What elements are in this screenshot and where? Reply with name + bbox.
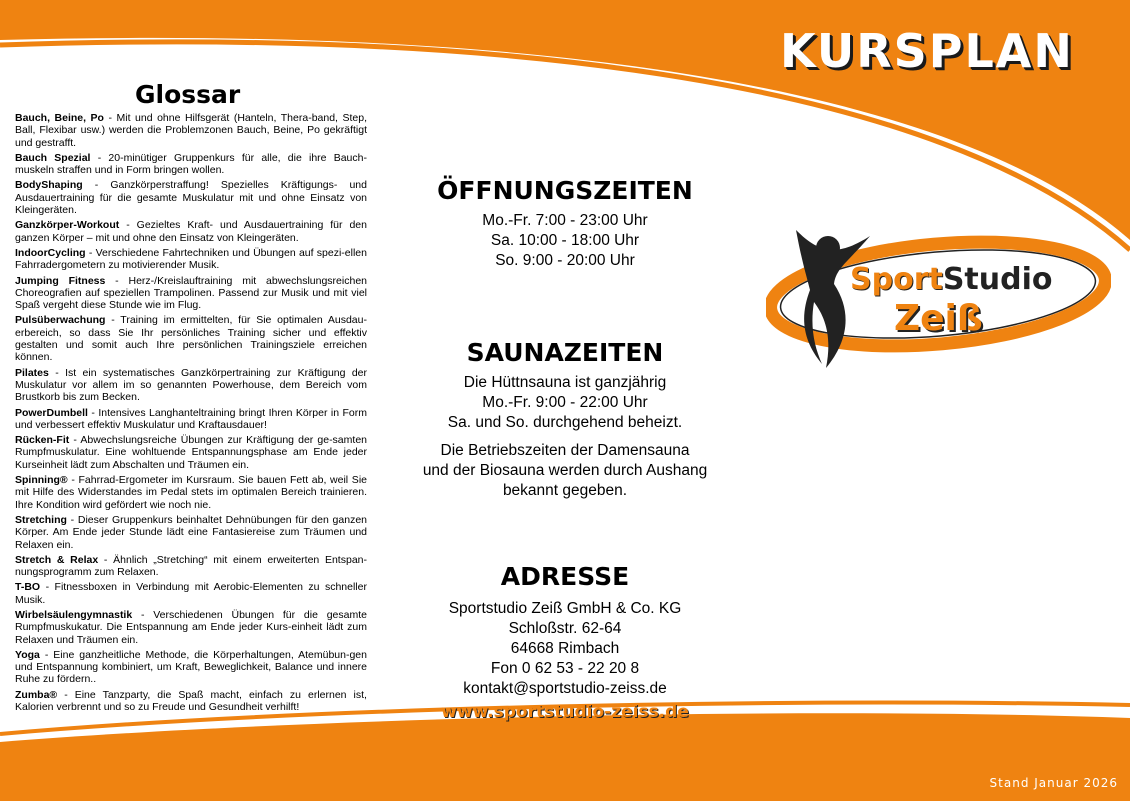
- page-title: KURSPLAN: [780, 24, 1074, 78]
- glossar-item: Bauch, Beine, Po - Mit und ohne Hilfsgerät (Hanteln, Thera-band, Step, Ball, Flexibar usw.) werden die Problemzonen Bauch, Beine, Po gekräftigt und gestrafft.: [15, 112, 367, 149]
- glossar-item: Pilates - Ist ein systematisches Ganzkörpertraining zur Kräftigung der Muskulatur vor allem im so genannten Powerhouse, dem Bereich vom Brustkorb bis zum Becken.: [15, 366, 367, 404]
- logo-studio-text: Studio: [942, 262, 1053, 297]
- address-street: Schloßstr. 62-64: [508, 620, 622, 637]
- sauna-title: SAUNAZEITEN: [466, 338, 664, 367]
- glossar-item: Zumba® - Eine Tanzparty, die Spaß macht, einfach zu erlernen ist, Kalorien verbrennt und so zu Freude und Gesundheit verhilft!: [15, 688, 367, 714]
- glossar-term: Wirbelsäulengymnastik: [15, 608, 133, 621]
- sauna-line: Mo.-Fr. 9:00 - 22:00 Uhr: [482, 394, 648, 411]
- glossar-description: Mit und ohne Hilfsgerät (Hanteln, Thera-band, Step, Ball, Flexibar usw.) werden die Problemzonen Bauch, Beine, Po gekräftigt und gestrafft.: [15, 112, 367, 149]
- glossar-description: Ähnlich „Stretching“ mit einem erweiterten Entspan-nungsprogramm zum Relaxen.: [15, 553, 367, 579]
- glossar-term: Yoga: [15, 648, 40, 661]
- logo-sport-text: Sport: [850, 262, 943, 297]
- glossar-term: Ganzkörper-Workout: [15, 219, 120, 232]
- sauna-line: Sa. und So. durchgehend beheizt.: [447, 414, 683, 431]
- logo-wordmark-sportstudio: [850, 262, 1053, 297]
- glossar-term: Spinning®: [15, 474, 68, 487]
- glossar-term: Stretching: [15, 513, 67, 526]
- glossar-description: Herz-/Kreislauftraining mit abwechslungsreichen Choreografien auf speziellen Trampolinen. Passend zur Musik und mit viel Spaß vergeht diese Stunde wie im Flug.: [15, 274, 367, 312]
- opening-hours-section: [400, 176, 730, 271]
- glossar-term: Zumba®: [15, 688, 58, 701]
- glossar-item: IndoorCycling - Verschiedene Fahrtechniken und Übungen auf spezi-ellen Fahrradergometern zu motivierender Musik.: [15, 246, 367, 272]
- glossar-item: Stretching - Dieser Gruppenkurs beinhaltet Dehnübungen für den ganzen Körper. Am Ende jeder Stunde lädt eine Fantasiereise zum Träumen und Relaxen ein.: [15, 513, 367, 551]
- address-company: Sportstudio Zeiß GmbH & Co. KG: [448, 600, 682, 617]
- logo-wordmark-zeiss: Zeiß: [894, 298, 983, 339]
- glossar-description: Ist ein systematisches Ganzkörpertraining zur Kräftigung der Muskulatur vor allem im so genannten Powerhouse, dem Bereich vom Brustkorb bis zum Becken.: [15, 366, 367, 404]
- glossar-item: Yoga - Eine ganzheitliche Methode, die Körperhaltungen, Atemübun-gen und Entspannung kombiniert, um Kraft, Beweglichkeit, Balance und innere Ruhe zu fördern..: [15, 648, 367, 686]
- glossar-item: T-BO - Fitnessboxen in Verbindung mit Aerobic-Elementen zu schneller Musik.: [15, 581, 367, 606]
- glossar-item: Ganzkörper-Workout - Gezieltes Kraft- und Ausdauertraining für den ganzen Körper – mit und ohne den Einsatz von Kleingeräten.: [15, 219, 367, 244]
- glossar-item: Stretch & Relax - Ähnlich „Stretching“ mit einem erweiterten Entspan-nungsprogramm zum Relaxen.: [15, 553, 367, 579]
- glossar-item: Pulsüberwachung - Training im ermittelten, für Sie optimalen Ausdau-erbereich, so dass Sie Ihr persönliches Training sicher und effektiv gestalten und somit auch Ihre persönlichen Trainingsziele erreichen können.: [15, 314, 367, 364]
- sportstudio-logo-swoosh: [766, 222, 1111, 372]
- glossar-term: BodyShaping: [15, 179, 83, 192]
- glossar-list: [15, 112, 367, 716]
- address-title: ADRESSE: [500, 562, 630, 591]
- sauna-note-line: Die Betriebszeiten der Damensauna: [440, 442, 690, 459]
- glossar-term: T-BO: [15, 581, 41, 594]
- glossar-description: Eine Tanzparty, die Spaß macht, einfach zu erlernen ist, Kalorien verbrennt und so zu Freude und Gesundheit verhilft!: [15, 688, 367, 714]
- address-section: [400, 562, 730, 722]
- glossar-description: Verschiedenen Übungen für die gesamte Rumpfmuskukatur. Die Entspannung am Ende jeder Kurs-einheit lädt zum Relaxen und Träumen ein.: [15, 608, 367, 646]
- glossar-description: Dieser Gruppenkurs beinhaltet Dehnübungen für den ganzen Körper. Am Ende jeder Stunde lädt eine Fantasiereise zum Träumen und Relaxen ein.: [15, 513, 367, 551]
- glossar-description: Eine ganzheitliche Methode, die Körperhaltungen, Atemübun-gen und Entspannung kombiniert, um Kraft, Beweglichkeit, Balance und innere Ruhe zu fördern..: [15, 648, 367, 686]
- address-phone: Fon 0 62 53 - 22 20 8: [490, 660, 640, 677]
- glossar-item: Spinning® - Fahrrad-Ergometer im Kursraum. Sie bauen Fett ab, weil Sie mit Hilfe des Widerstandes im Pedal stets im optimalen Bereich trainieren. Ihre Kondition wird gefördert wie noch nie.: [15, 474, 367, 511]
- glossar-term: Bauch, Beine, Po: [15, 112, 104, 124]
- glossar-description: Ganzkörperstraffung! Spezielles Kräftigungs- und Ausdauertraining für die gesamte Muskulatur mit und ohne Einsatz von Kleingeräten.: [15, 179, 367, 217]
- sauna-line: Die Hüttnsauna ist ganzjährig: [463, 374, 667, 391]
- opening-hours-line: Sa. 10:00 - 18:00 Uhr: [490, 232, 640, 249]
- glossar-item: Jumping Fitness - Herz-/Kreislauftraining mit abwechslungsreichen Choreografien auf speziellen Trampolinen. Passend zur Musik und mit viel Spaß vergeht diese Stunde wie im Flug.: [15, 274, 367, 312]
- glossar-term: Stretch & Relax: [15, 553, 99, 566]
- glossar-item: Rücken-Fit - Abwechslungsreiche Übungen zur Kräftigung der ge-samten Rumpfmuskulatur. Eine wohltuende Entspannungsphase am Ende jeder Kurseinheit lädt zum Abschalten und Träumen ein.: [15, 434, 367, 471]
- glossar-description: Training im ermittelten, für Sie optimalen Ausdau-erbereich, so dass Sie Ihr persönliches Training sicher und effektiv gestalten und somit auch Ihre persönlichen Trainingsziele erreichen können.: [15, 314, 367, 364]
- glossar-description: Verschiedene Fahrtechniken und Übungen auf spezi-ellen Fahrradergometern zu motivierender Musik.: [15, 246, 367, 272]
- sauna-note-line: und der Biosauna werden durch Aushang: [422, 462, 708, 479]
- address-city: 64668 Rimbach: [510, 640, 620, 657]
- sauna-section: [400, 338, 730, 501]
- glossar-item: PowerDumbell - Intensives Langhanteltraining bringt Ihren Körper in Form und verbessert effektiv Muskulatur und Kraftausdauer!: [15, 406, 367, 431]
- glossar-term: Pulsüberwachung: [15, 314, 106, 327]
- glossar-item: BodyShaping - Ganzkörperstraffung! Spezielles Kräftigungs- und Ausdauertraining für die gesamte Muskulatur mit und ohne Einsatz von Kleingeräten.: [15, 179, 367, 217]
- website-link[interactable]: www.sportstudio-zeiss.de: [441, 702, 689, 722]
- glossar-term: Pilates: [15, 366, 49, 379]
- glossar-description: Abwechslungsreiche Übungen zur Kräftigung der ge-samten Rumpfmuskulatur. Eine wohltuende Entspannungsphase am Ende jeder Kurseinheit lädt zum Abschalten und Träumen ein.: [15, 434, 367, 471]
- opening-hours-line: Mo.-Fr. 7:00 - 23:00 Uhr: [482, 212, 648, 229]
- glossar-description: Gezieltes Kraft- und Ausdauertraining für den ganzen Körper – mit und ohne den Einsatz von Kleingeräten.: [15, 219, 367, 244]
- glossar-item: Bauch Spezial - 20-minütiger Gruppenkurs für alle, die ihre Bauch-muskeln straffen und in Form bringen wollen.: [15, 151, 367, 177]
- glossar-description: Fahrrad-Ergometer im Kursraum. Sie bauen Fett ab, weil Sie mit Hilfe des Widerstandes im Pedal stets im optimalen Bereich trainieren. Ihre Kondition wird gefördert wie noch nie.: [15, 474, 367, 511]
- glossar-item: Wirbelsäulengymnastik - Verschiedenen Übungen für die gesamte Rumpfmuskukatur. Die Entspannung am Ende jeder Kurs-einheit lädt zum Relaxen und Träumen ein.: [15, 608, 367, 646]
- glossar-term: Bauch Spezial: [15, 151, 91, 164]
- address-email-link[interactable]: kontakt@sportstudio-zeiss.de: [463, 680, 667, 697]
- opening-hours-line: So. 9:00 - 20:00 Uhr: [495, 252, 635, 269]
- glossar-term: PowerDumbell: [15, 406, 88, 419]
- opening-hours-title: ÖFFNUNGSZEITEN: [437, 176, 693, 205]
- glossar-term: IndoorCycling: [15, 246, 86, 259]
- glossar-title: Glossar: [135, 80, 241, 109]
- glossar-term: Rücken-Fit: [15, 434, 70, 447]
- sauna-note-line: bekannt gegeben.: [502, 482, 628, 499]
- glossar-description: Fitnessboxen in Verbindung mit Aerobic-Elementen zu schneller Musik.: [15, 581, 367, 606]
- stand-date: Stand Januar 2026: [989, 776, 1118, 790]
- glossar-term: Jumping Fitness: [15, 274, 106, 287]
- glossar-description: Intensives Langhanteltraining bringt Ihren Körper in Form und verbessert effektiv Muskulatur und Kraftausdauer!: [15, 406, 367, 431]
- glossar-description: 20-minütiger Gruppenkurs für alle, die ihre Bauch-muskeln straffen und in Form bringen wollen.: [15, 151, 367, 177]
